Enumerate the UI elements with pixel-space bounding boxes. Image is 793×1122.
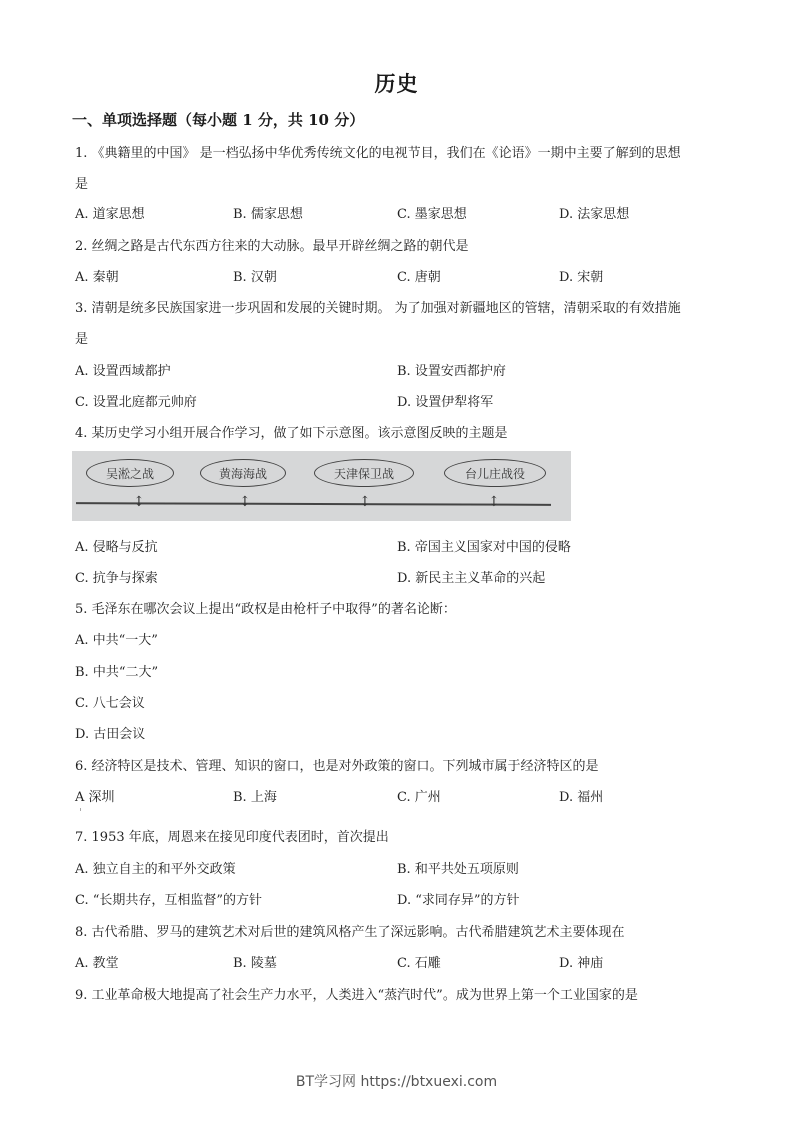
page-title: 历史 xyxy=(374,71,419,96)
question-4-option-c: C. 抗争与探索 xyxy=(75,571,158,586)
question-3-stem: 3. 清朝是统多民族国家进一步巩固和发展的关键时期。 为了加强对新疆地区的管辖，清朝采取的有效措施 xyxy=(75,301,681,316)
question-6-stem: 6. 经济特区是技术、管理、知识的窗口，也是对外政策的窗口。下列城市属于经济特区的是 xyxy=(75,759,599,774)
question-5-option-b: B. 中共“二大” xyxy=(75,665,159,680)
timeline-axis xyxy=(76,502,551,506)
question-8-option-d: D. 神庙 xyxy=(559,956,604,971)
footer-watermark: BT学习网 https://btxuexi.com xyxy=(295,1074,498,1090)
question-7-option-c: C. “长期共存，互相监督”的方针 xyxy=(75,893,263,908)
question-5-option-d: D. 古田会议 xyxy=(75,727,146,742)
question-1-option-b: B. 儒家思想 xyxy=(233,207,303,222)
question-6-option-c: C. 广州 xyxy=(397,790,441,805)
question-4-option-a: A. 侵略与反抗 xyxy=(75,540,158,555)
question-1-option-d: D. 法家思想 xyxy=(559,207,630,222)
question-8-option-c: C. 石雕 xyxy=(397,956,441,971)
question-2-option-b: B. 汉朝 xyxy=(233,270,277,285)
question-8-stem: 8. 古代希腊、罗马的建筑艺术对后世的建筑风格产生了深远影响。古代希腊建筑艺术主要体现在 xyxy=(75,925,625,940)
question-2-option-a: A. 秦朝 xyxy=(75,270,119,285)
question-3-option-b: B. 设置安西都护府 xyxy=(397,364,506,379)
question-1-option-c: C. 墨家思想 xyxy=(397,207,467,222)
event-oval-1: 吴淞之战 xyxy=(86,459,174,487)
question-3-stem-cont: 是 xyxy=(75,332,89,347)
double-arrow-icon: ↕ xyxy=(488,494,500,510)
question-4-option-d: D. 新民主主义革命的兴起 xyxy=(397,571,546,586)
question-6-option-a: A 深圳 xyxy=(75,790,115,805)
question-1-option-a: A. 道家思想 xyxy=(75,207,145,222)
timeline-diagram xyxy=(72,451,571,521)
question-7-option-d: D. “求同存异”的方针 xyxy=(397,893,520,908)
question-2-stem: 2. 丝绸之路是古代东西方往来的大动脉。最早开辟丝绸之路的朝代是 xyxy=(75,239,469,254)
question-3-option-d: D. 设置伊犁将军 xyxy=(397,395,494,410)
question-6-option-d: D. 福州 xyxy=(559,790,604,805)
double-arrow-icon: ↕ xyxy=(239,494,251,510)
question-7-option-a: A. 独立自主的和平外交政策 xyxy=(75,862,236,877)
event-oval-2: 黄海海战 xyxy=(200,459,286,487)
question-6-option-b: B. 上海 xyxy=(233,790,277,805)
question-5-option-c: C. 八七会议 xyxy=(75,696,145,711)
scan-speck xyxy=(80,808,81,811)
question-1-stem-cont: 是 xyxy=(75,177,89,192)
question-1-stem: 1. 《典籍里的中国》 是一档弘扬中华优秀传统文化的电视节目，我们在《论语》一期中主要了解到的思想 xyxy=(75,146,681,161)
question-3-option-a: A. 设置西域都护 xyxy=(75,364,171,379)
question-4-option-b: B. 帝国主义国家对中国的侵略 xyxy=(397,540,571,555)
question-5-stem: 5. 毛泽东在哪次会议上提出“政权是由枪杆子中取得”的著名论断： xyxy=(75,602,456,617)
event-oval-3: 天津保卫战 xyxy=(314,459,414,487)
question-7-option-b: B. 和平共处五项原则 xyxy=(397,862,519,877)
question-3-option-c: C. 设置北庭都元帅府 xyxy=(75,395,197,410)
question-7-stem: 7. 1953 年底，周恩来在接见印度代表团时，首次提出 xyxy=(75,830,389,845)
double-arrow-icon: ↕ xyxy=(133,494,145,510)
question-5-option-a: A. 中共“一大” xyxy=(75,633,158,648)
question-8-option-a: A. 教堂 xyxy=(75,956,119,971)
question-2-option-c: C. 唐朝 xyxy=(397,270,441,285)
question-9-stem: 9. 工业革命极大地提高了社会生产力水平，人类进入“蒸汽时代”。成为世界上第一个工业国家的是 xyxy=(75,988,638,1003)
question-4-stem: 4. 某历史学习小组开展合作学习，做了如下示意图。该示意图反映的主题是 xyxy=(75,426,508,441)
question-8-option-b: B. 陵墓 xyxy=(233,956,277,971)
section-heading: 一、单项选择题（每小题 1 分，共 10 分） xyxy=(72,111,365,129)
event-oval-4: 台儿庄战役 xyxy=(444,459,546,487)
double-arrow-icon: ↕ xyxy=(359,494,371,510)
question-2-option-d: D. 宋朝 xyxy=(559,270,604,285)
